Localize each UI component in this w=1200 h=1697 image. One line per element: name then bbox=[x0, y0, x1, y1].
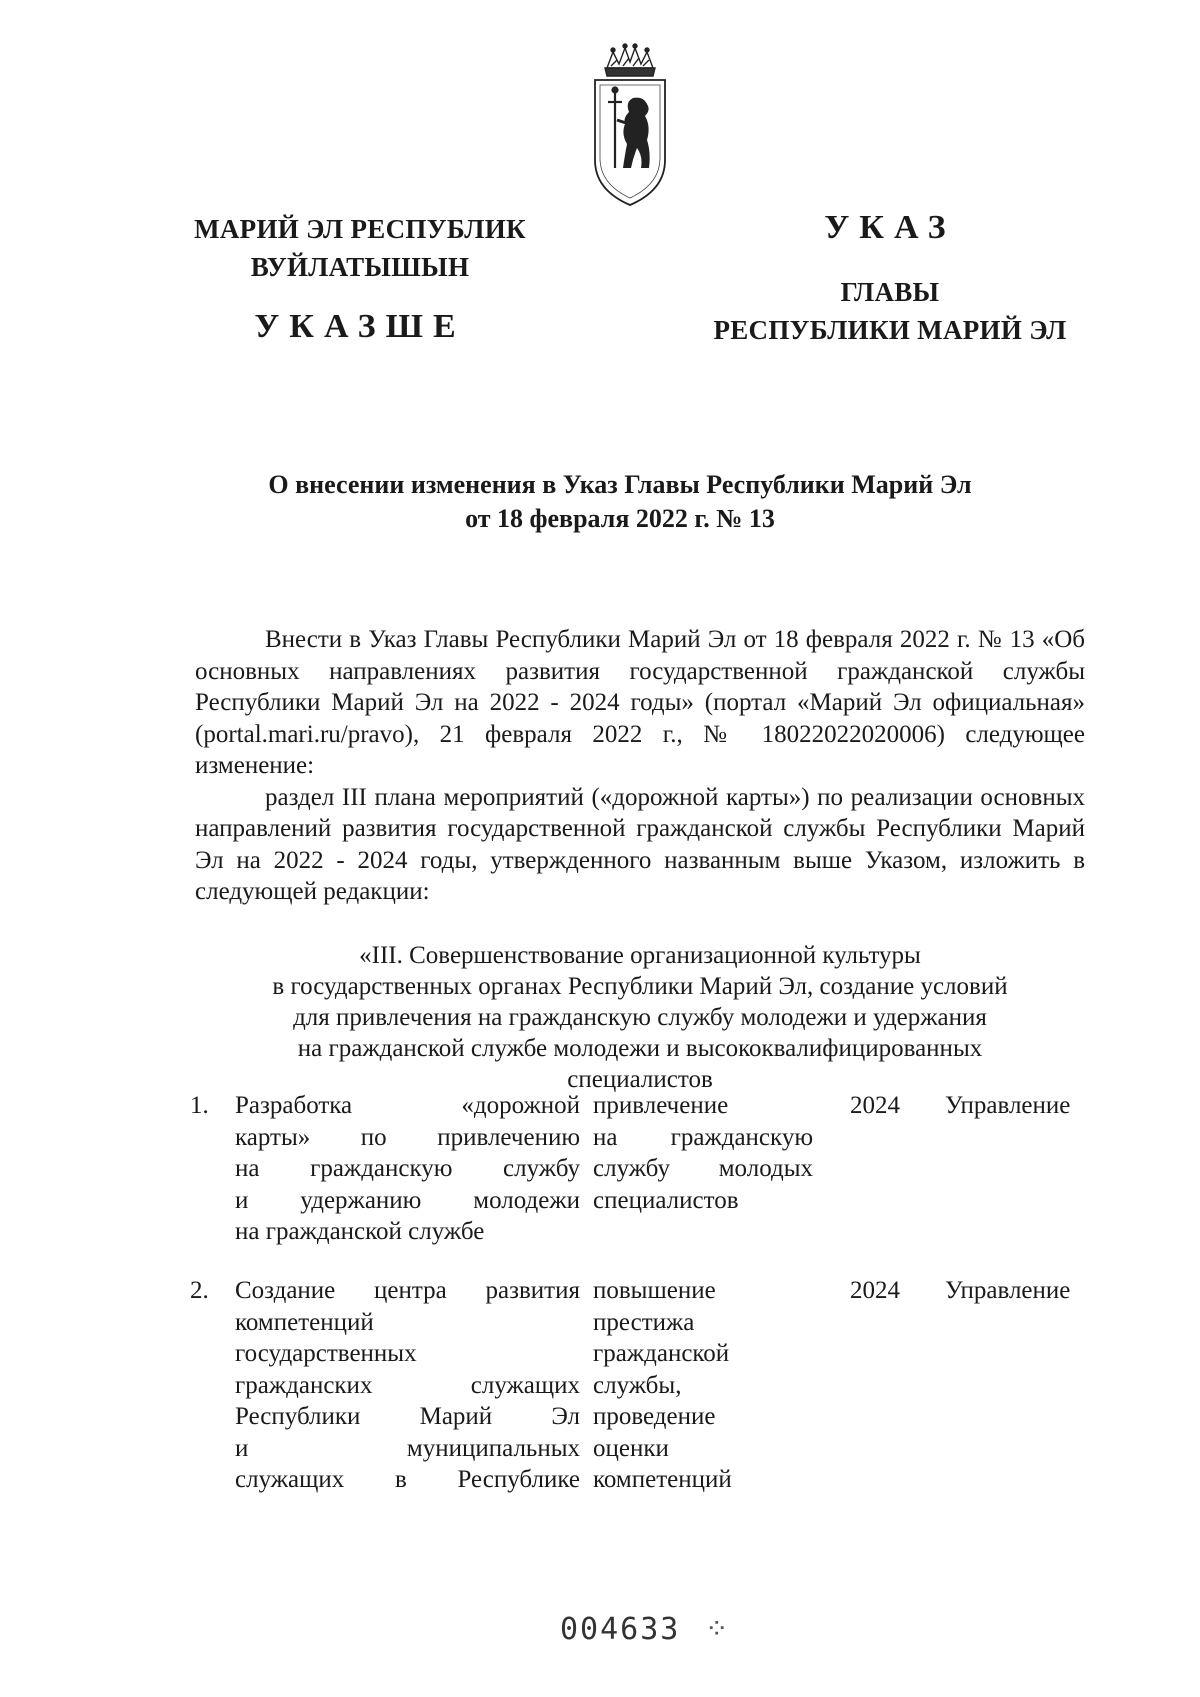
document-title-line1: О внесении изменения в Указ Главы Республики Марий Эл bbox=[268, 470, 972, 499]
header-left-title: УКАЗШЕ bbox=[254, 308, 466, 345]
row-result-line: специалистов bbox=[593, 1186, 739, 1214]
row-activity-line: на гражданскую службу bbox=[235, 1155, 580, 1182]
row-result-line: службы, bbox=[593, 1371, 682, 1399]
row-activity-line: служащих в Республике bbox=[235, 1466, 580, 1493]
header-right-line2: РЕСПУБЛИКИ МАРИЙ ЭЛ bbox=[713, 315, 1067, 345]
row-result-line: престижа bbox=[593, 1308, 695, 1336]
row-activity-line: Республики Марий Эл bbox=[235, 1403, 580, 1430]
row-activity-line: и удержанию молодежи bbox=[235, 1186, 580, 1214]
row-number: 2. bbox=[190, 1277, 209, 1304]
row-activity-line: и муниципальных bbox=[235, 1434, 580, 1462]
document-number-stamp: 004633 bbox=[560, 1612, 681, 1647]
section-heading bbox=[195, 940, 1085, 1095]
row-result-line: гражданской bbox=[593, 1340, 730, 1367]
header-left-line1: МАРИЙ ЭЛ РЕСПУБЛИК bbox=[194, 214, 526, 244]
row-number: 1. bbox=[190, 1092, 209, 1119]
row-responsible: Управление bbox=[945, 1277, 1071, 1304]
header-left-line2: ВУЙЛАТЫШЫН bbox=[250, 252, 470, 282]
row-result bbox=[593, 1275, 813, 1496]
header-left bbox=[150, 210, 570, 350]
document-body bbox=[195, 624, 1085, 908]
row-activity-line: компетенций bbox=[235, 1308, 374, 1336]
section-heading-line3: для привлечения на гражданскую службу молодежи и удержания bbox=[293, 1004, 987, 1031]
row-activity-line: гражданских служащих bbox=[235, 1371, 580, 1399]
header-right-line1: ГЛАВЫ bbox=[840, 277, 940, 307]
row-activity-line: Создание центра развития bbox=[235, 1277, 580, 1304]
row-result-line: на гражданскую bbox=[593, 1123, 813, 1151]
section-heading-line1: «III. Совершенствование организационной культуры bbox=[359, 942, 921, 969]
row-activity-line: на гражданской службе bbox=[235, 1218, 485, 1245]
row-result-line: оценки bbox=[593, 1434, 669, 1462]
coat-of-arms-icon bbox=[585, 40, 675, 210]
row-responsible: Управление bbox=[945, 1092, 1071, 1119]
section-heading-line4: на гражданской службе молодежи и высококвалифицированных bbox=[297, 1035, 983, 1062]
row-activity-line: Разработка «дорожной bbox=[235, 1092, 580, 1119]
row-result-line: компетенций bbox=[593, 1466, 732, 1493]
body-paragraph-2: раздел III плана мероприятий («дорожной карты») по реализации основных направлений развития государственной гражданской службы Республики Марий Эл на 2022 - 2024 годы, утвержденного названным выше Указом, изложить в следующей редакции: bbox=[195, 783, 1085, 905]
stamp-mark-icon: ⁘ bbox=[705, 1612, 729, 1645]
row-year: 2024 bbox=[850, 1277, 900, 1304]
row-activity-line: карты» по привлечению bbox=[235, 1123, 580, 1151]
row-result-line: службу молодых bbox=[593, 1155, 813, 1182]
row-result bbox=[593, 1090, 813, 1216]
row-result-line: проведение bbox=[593, 1403, 716, 1430]
body-paragraph-1: Внести в Указ Главы Республики Марий Эл от 18 февраля 2022 г. № 13 «Об основных направлениях развития государственной гражданской службы Республики Марий Эл на 2022 - 2024 годы» (портал «Марий Эл официальная» (portal.mari.ru/pravo), 21 февраля 2022 г., № 18022022020006) следующее изменение: bbox=[195, 626, 1085, 779]
document-title bbox=[160, 468, 1080, 536]
row-result-line: повышение bbox=[593, 1277, 716, 1304]
header-right bbox=[680, 205, 1100, 349]
row-activity-line: государственных bbox=[235, 1340, 417, 1367]
header-right-title: УКАЗ bbox=[824, 209, 956, 246]
row-result-line: привлечение bbox=[593, 1092, 729, 1119]
row-activity bbox=[235, 1275, 580, 1496]
section-heading-line5: специалистов bbox=[567, 1066, 713, 1093]
section-heading-line2: в государственных органах Республики Марий Эл, создание условий bbox=[272, 973, 1008, 1000]
row-activity bbox=[235, 1090, 580, 1248]
document-title-line2: от 18 февраля 2022 г. № 13 bbox=[465, 504, 775, 533]
row-year: 2024 bbox=[850, 1092, 900, 1119]
